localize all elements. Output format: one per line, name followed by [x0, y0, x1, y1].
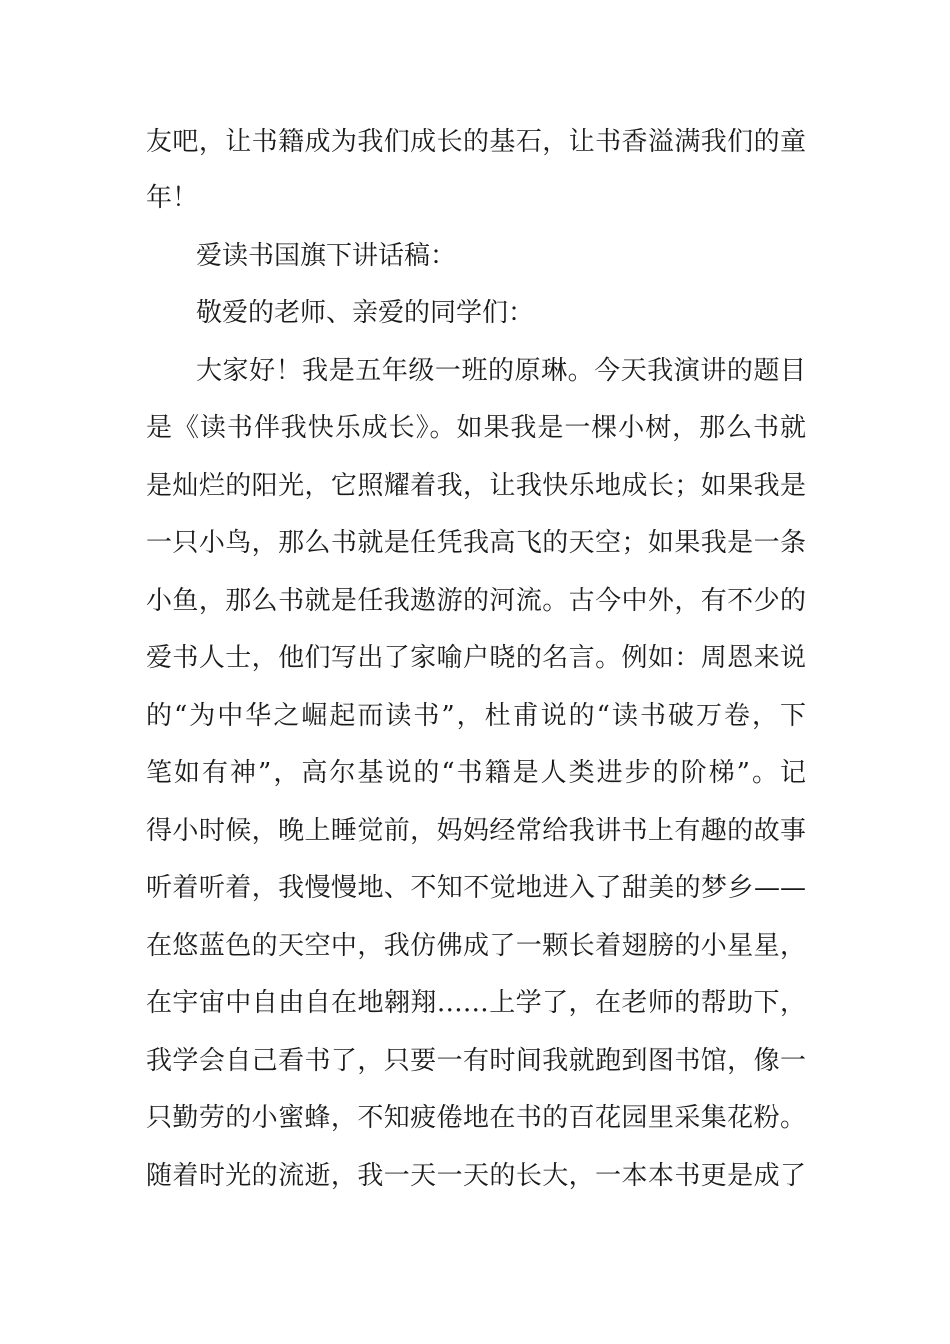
text-line-10: 爱书人士，他们写出了家喻户晓的名言。例如：周恩来说 — [146, 643, 806, 673]
text-line-15: 在悠蓝色的天空中，我仿佛成了一颗长着翅膀的小星星， — [146, 931, 806, 961]
text-line-2: 年！ — [146, 183, 199, 213]
text-line-9: 小鱼，那么书就是任我遨游的河流。古今中外，有不少的 — [146, 586, 806, 616]
text-line-5: 大家好！我是五年级一班的原琳。今天我演讲的题目 — [196, 356, 806, 386]
text-line-16: 在宇宙中自由自在地翱翔……上学了，在老师的帮助下， — [146, 988, 806, 1018]
salutation: 敬爱的老师、亲爱的同学们： — [196, 298, 535, 328]
text-line-1: 友吧，让书籍成为我们成长的基石，让书香溢满我们的童 — [146, 127, 806, 157]
speech-title: 爱读书国旗下讲话稿： — [196, 241, 457, 271]
text-line-14: 听着听着，我慢慢地、不知不觉地进入了甜美的梦乡—— — [146, 873, 806, 903]
text-line-11: 的“为中华之崛起而读书”，杜甫说的“读书破万卷，下 — [146, 701, 806, 731]
text-line-12: 笔如有神”，高尔基说的“书籍是人类进步的阶梯”。记 — [146, 758, 806, 788]
text-line-8: 一只小鸟，那么书就是任凭我高飞的天空；如果我是一条 — [146, 528, 806, 558]
text-line-18: 只勤劳的小蜜蜂，不知疲倦地在书的百花园里采集花粉。 — [146, 1103, 806, 1133]
text-line-19: 随着时光的流逝，我一天一天的长大，一本本书更是成了 — [146, 1161, 806, 1191]
text-line-17: 我学会自己看书了，只要一有时间我就跑到图书馆，像一 — [146, 1046, 806, 1076]
text-line-6: 是《读书伴我快乐成长》。如果我是一棵小树，那么书就 — [146, 413, 806, 443]
text-line-7: 是灿烂的阳光，它照耀着我，让我快乐地成长；如果我是 — [146, 471, 806, 501]
text-line-13: 得小时候，晚上睡觉前，妈妈经常给我讲书上有趣的故事 — [146, 816, 806, 846]
